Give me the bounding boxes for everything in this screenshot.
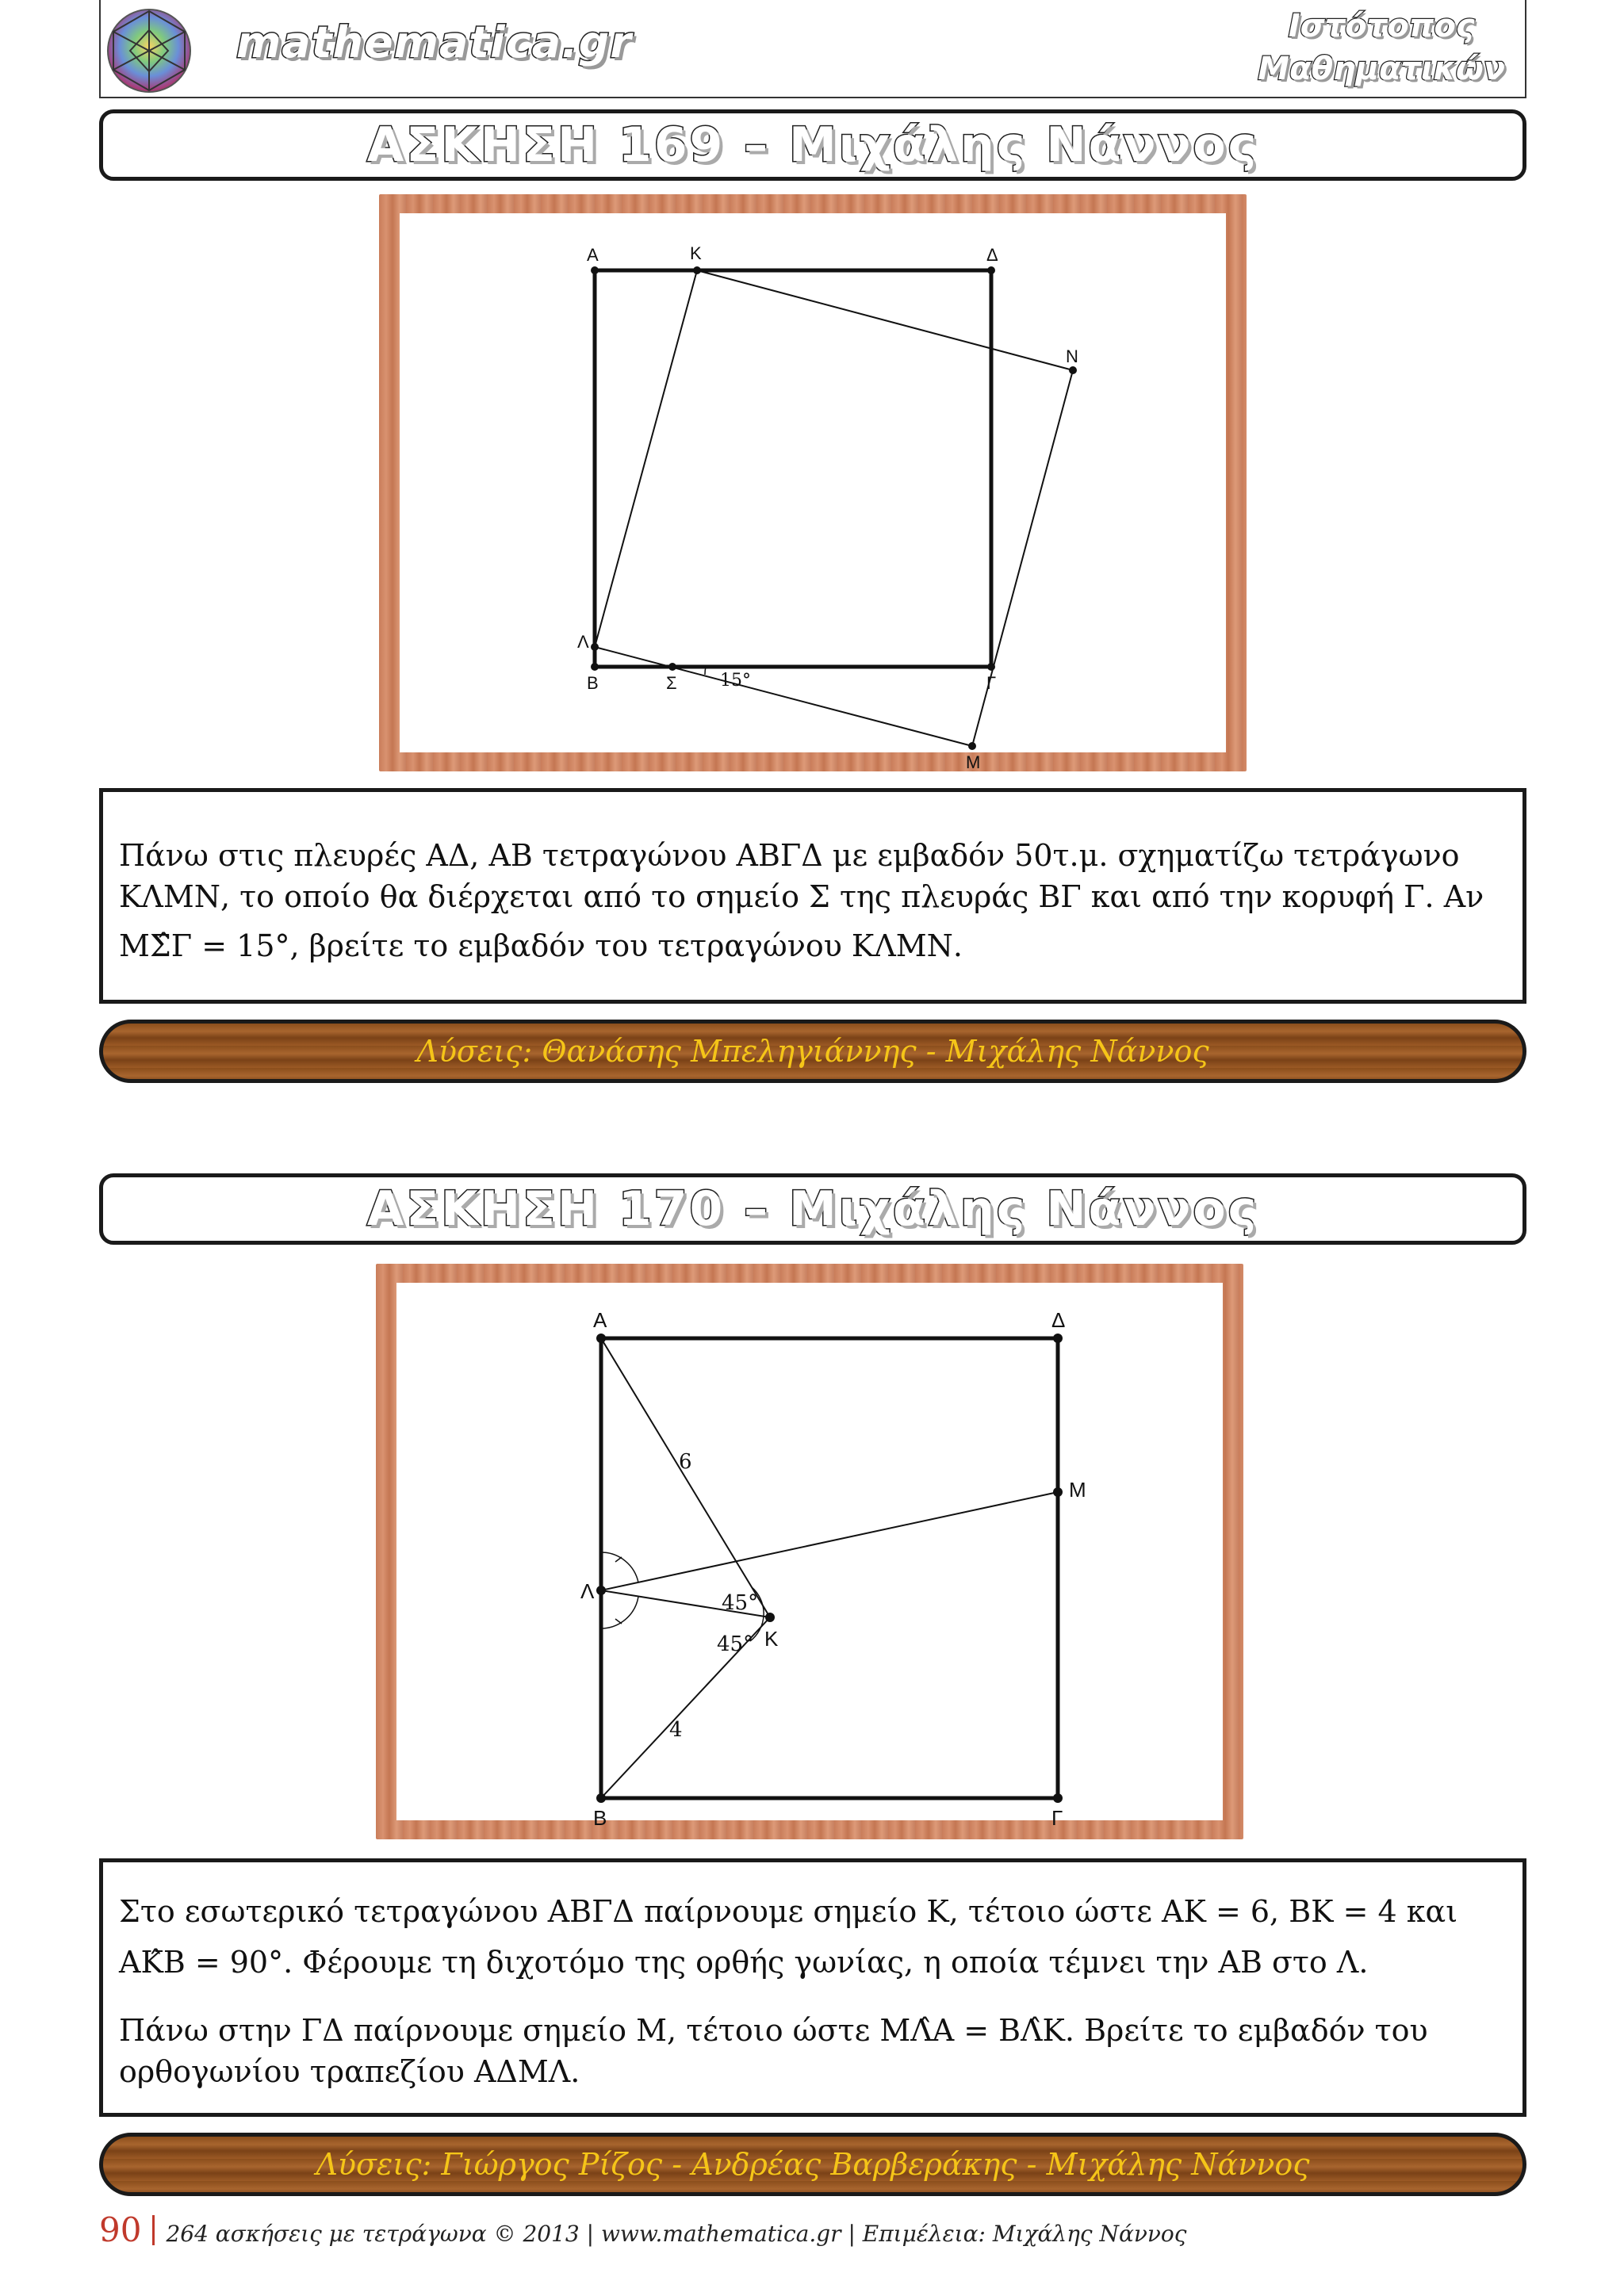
point2-l	[596, 1586, 606, 1595]
site-tagline	[1258, 5, 1505, 90]
exercise-169-solvers[interactable]: Λύσεις: Θανάσης Μπεληγιάννης - Μιχάλης Νάννος	[416, 1034, 1209, 1069]
exercise-170-solvers[interactable]: Λύσεις: Γιώργος Ρίζος - Ανδρέας Βαρβεράκης - Μιχάλης Νάννος	[316, 2147, 1310, 2182]
footer-separator	[152, 2215, 155, 2245]
ex169-line-3: ΜΣ̂Γ = 15°, βρείτε το εμβαδόν του τετραγώνου ΚΛΜΝ.	[119, 928, 963, 963]
exercise-169-title-box	[99, 109, 1526, 181]
point-b	[591, 663, 599, 671]
point2-k	[765, 1613, 775, 1622]
ex170-line-3: Πάνω στην ΓΔ παίρνουμε σημείο Μ, τέτοιο ώστε ΜΛ̂Α = ΒΛ̂Κ. Βρείτε το εμβαδόν του	[119, 2013, 1428, 2048]
site-name[interactable]: mathematica.gr	[236, 17, 632, 67]
tagline-line1: Ιστότοπος	[1288, 8, 1475, 44]
point-g	[987, 663, 995, 671]
exercise-169-title: ΑΣΚΗΣΗ 169 – Μιχάλης Νάννος	[366, 117, 1259, 173]
length-bk: 4	[669, 1718, 683, 1742]
label-b: Β	[587, 673, 599, 693]
label-l: Λ	[577, 632, 589, 652]
point-s	[668, 663, 676, 671]
label-s: Σ	[666, 673, 677, 693]
angle-tick-upper	[615, 1557, 622, 1562]
point-d	[987, 266, 995, 274]
exercise-170-figure-frame	[376, 1264, 1243, 1839]
exercise-169-figure-frame	[379, 194, 1247, 771]
ex169-line-1: Πάνω στις πλευρές ΑΔ, ΑΒ τετραγώνου ΑΒΓΔ με εμβαδόν 50τ.μ. σχηματίζω τετράγωνο	[119, 838, 1460, 873]
point-k	[693, 266, 701, 274]
label-d: Δ	[986, 245, 998, 265]
label-n: Ν	[1066, 346, 1078, 366]
point2-d	[1053, 1334, 1063, 1343]
point-l	[591, 643, 599, 651]
angle-arc-upper	[601, 1552, 638, 1582]
exercise-170-solvers-ribbon	[99, 2133, 1526, 2196]
exercise-170-title: ΑΣΚΗΣΗ 170 – Μιχάλης Νάννος	[366, 1181, 1259, 1237]
angle-tick-lower	[615, 1619, 622, 1624]
ex170-line-4: ορθογωνίου τραπεζίου ΑΔΜΛ.	[119, 2054, 580, 2089]
label2-g: Γ	[1051, 1806, 1063, 1830]
point-n	[1069, 366, 1077, 374]
label2-b: Β	[593, 1806, 607, 1830]
ex169-line-2: ΚΛΜΝ, το οποίο θα διέρχεται από το σημείο Σ της πλευράς ΒΓ και από την κορυφή Γ. Αν	[119, 879, 1484, 914]
angle-arc-lower	[601, 1597, 638, 1628]
label-m: Μ	[966, 752, 981, 772]
length-ak: 6	[679, 1450, 692, 1474]
ex170-line-2: ΑΚ̂Β = 90°. Φέρουμε τη διχοτόμο της ορθής γωνίας, η οποία τέμνει την ΑΒ στο Λ.	[119, 1945, 1369, 1980]
point-a	[591, 266, 599, 274]
label2-m: Μ	[1069, 1478, 1086, 1502]
label2-d: Δ	[1051, 1308, 1066, 1332]
point-m	[968, 742, 976, 750]
label-a: Α	[587, 245, 599, 265]
label2-k: Κ	[764, 1627, 779, 1651]
exercise-170-statement	[99, 1858, 1526, 2117]
exercise-169-statement	[99, 788, 1526, 1004]
point2-m	[1053, 1487, 1063, 1497]
footer-text: 264 ασκήσεις με τετράγωνα © 2013 | www.mathematica.gr | Επιμέλεια: Μιχάλης Νάννος	[166, 2221, 1187, 2247]
label2-l: Λ	[580, 1579, 595, 1603]
label-g: Γ	[986, 673, 997, 693]
segment-ak	[601, 1338, 770, 1617]
square-abgd	[595, 270, 991, 667]
exercise-170-title-box	[99, 1173, 1526, 1245]
exercise-169-figure	[400, 213, 1226, 772]
tagline-line2: Μαθηματικών	[1258, 51, 1505, 87]
angle-arc-15	[705, 667, 706, 675]
page-number: 90	[99, 2210, 142, 2249]
point2-a	[596, 1334, 606, 1343]
point2-g	[1053, 1793, 1063, 1803]
angle-label-15: 15°	[720, 671, 751, 691]
ex170-line-1: Στο εσωτερικό τετραγώνου ΑΒΓΔ παίρνουμε σημείο Κ, τέτοιο ώστε ΑΚ = 6, ΒΚ = 4 και	[119, 1894, 1458, 1929]
label2-a: Α	[593, 1308, 607, 1332]
label-k: Κ	[690, 243, 702, 263]
angle-label-1: 45°	[722, 1591, 759, 1615]
point2-b	[596, 1793, 606, 1803]
exercise-170-figure	[396, 1283, 1223, 1830]
page-footer	[99, 2210, 1186, 2249]
segment-lm	[601, 1492, 1058, 1590]
logo-icon	[102, 8, 197, 94]
angle-label-2: 45°	[717, 1632, 754, 1656]
exercise-169-solvers-ribbon	[99, 1020, 1526, 1083]
